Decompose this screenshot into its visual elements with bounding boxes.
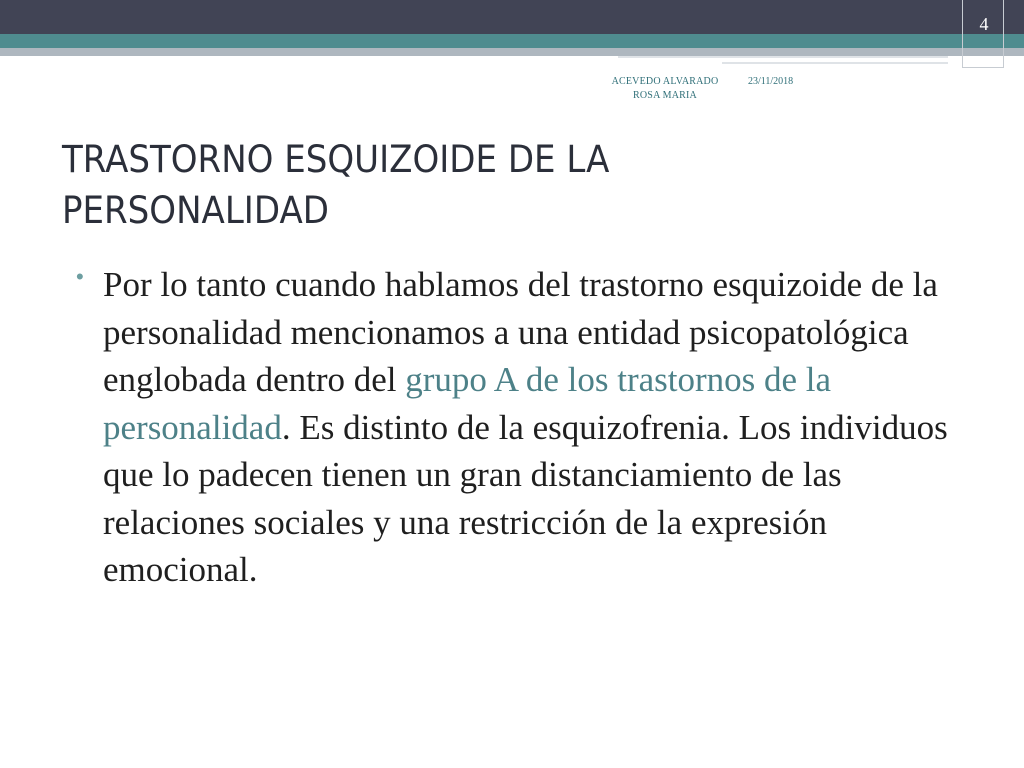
body-text-part-2: . Es distinto de la esquizofrenia. Los individuos que lo padecen tienen un gran distanciamiento de las relaciones sociales y una restricción de la expresión emocional.: [103, 407, 948, 589]
header-thin-line-short: [722, 62, 948, 64]
body-link[interactable]: grupo A de los trastornos de la personalidad: [103, 360, 832, 447]
slide-number: 4: [979, 14, 989, 34]
bullet-icon: •: [76, 264, 84, 289]
bullet-list: [76, 261, 976, 594]
header-gray-band: [0, 48, 1024, 56]
footer-date: 23/11/2018: [748, 76, 794, 87]
header-bar: [0, 0, 1024, 34]
footer-author: ACEVEDO ALVARADO ROSA MARIA: [611, 76, 719, 101]
slide-title: TRASTORNO ESQUIZOIDE DE LA PERSONALIDAD: [62, 138, 610, 232]
header-teal-band: [0, 34, 1024, 48]
body-text-part-1: Por lo tanto cuando hablamos del trastorno esquizoide de la personalidad mencionamos a una entidad psicopatológica englobada dentro del: [103, 265, 938, 399]
header-thin-line: [618, 56, 948, 58]
bullet-text: [103, 261, 976, 594]
